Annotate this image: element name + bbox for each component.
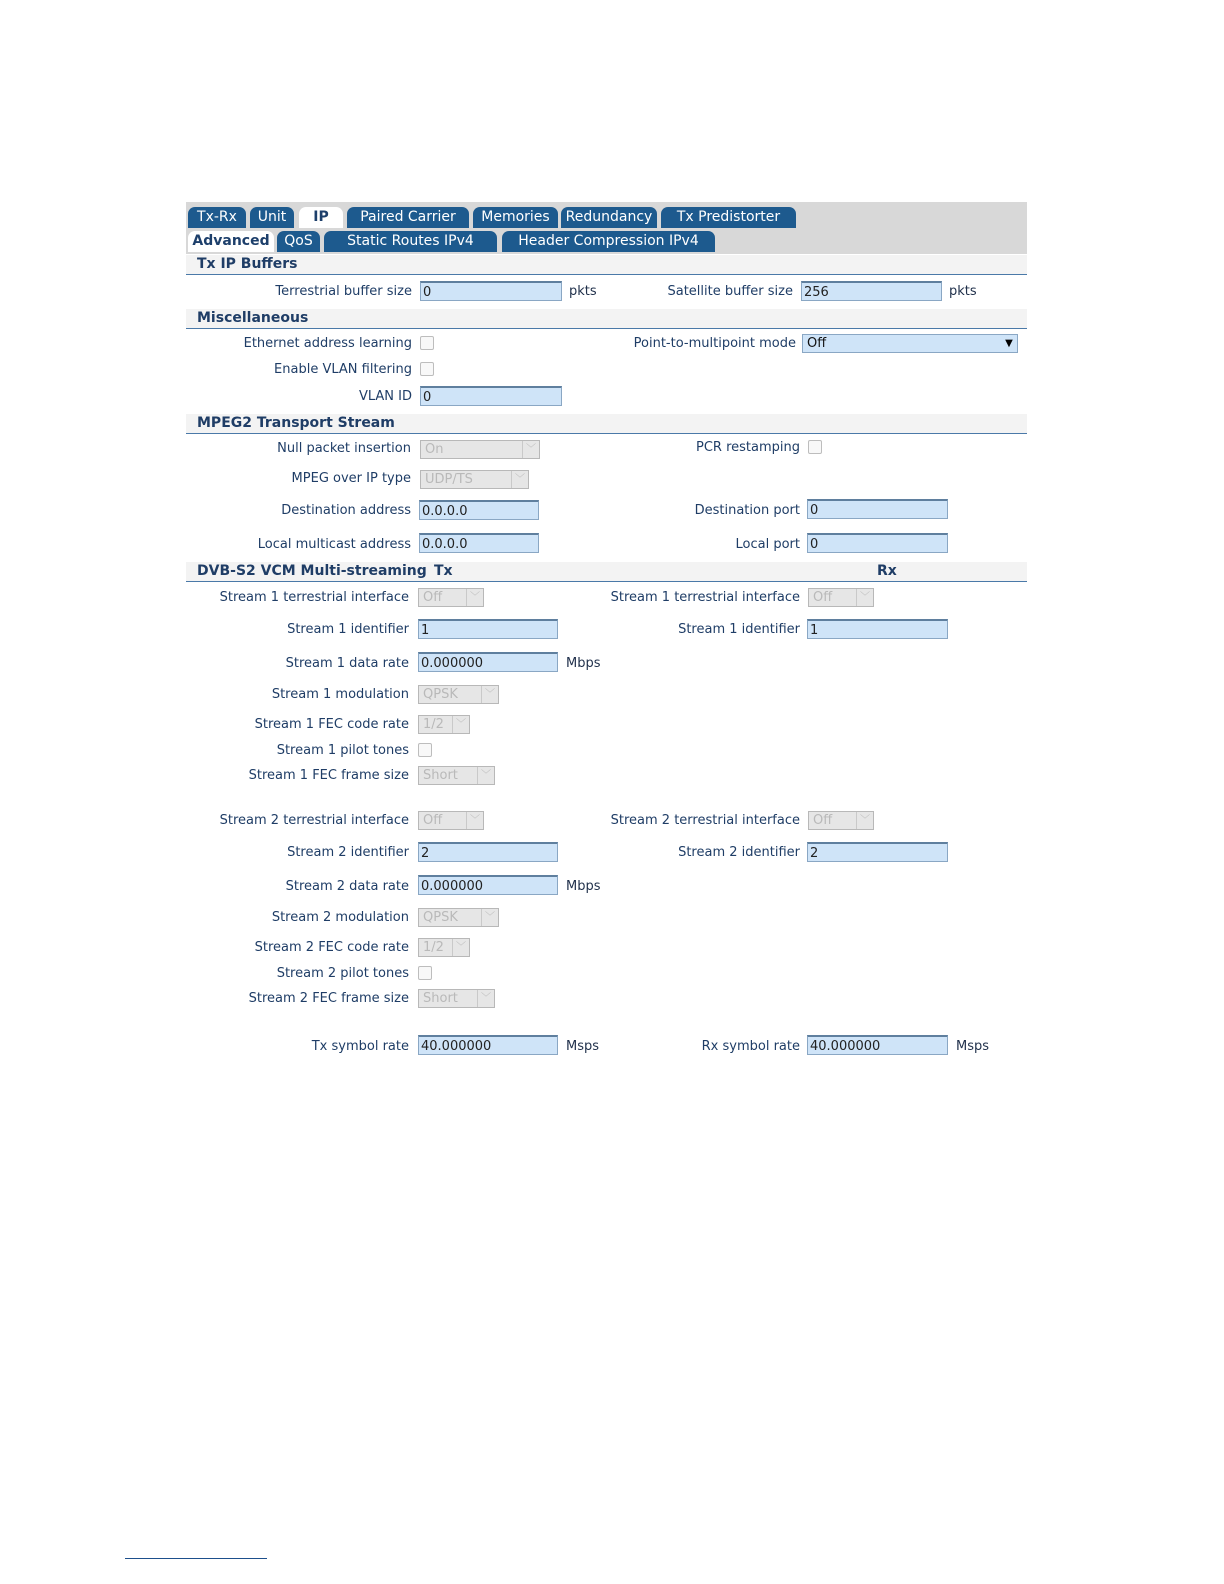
section-title: DVB-S2 VCM Multi-streaming — [197, 563, 427, 579]
rx-column-header: Rx — [877, 563, 897, 579]
mpeg-ip-type-label: MPEG over IP type — [291, 471, 411, 486]
vlan-filter-checkbox[interactable] — [420, 362, 434, 376]
s1-pilot-checkbox[interactable] — [418, 743, 432, 757]
vlan-id-input[interactable]: 0 — [420, 386, 562, 406]
p2mp-select[interactable] — [802, 334, 1018, 353]
chevron-down-icon: ﹀ — [522, 441, 539, 458]
footnote-divider — [125, 1558, 267, 1559]
tx-symbol-rate-label: Tx symbol rate — [311, 1039, 409, 1054]
local-port-label: Local port — [735, 537, 800, 552]
p2mp-label: Point-to-multipoint mode — [633, 336, 796, 351]
s2-fec-value: 1/2 — [423, 940, 444, 955]
s2-mod-select[interactable] — [418, 908, 499, 927]
s2-rx-term-select[interactable] — [808, 811, 874, 830]
mpeg-ip-type-select[interactable] — [420, 470, 529, 489]
s1-term-select[interactable] — [418, 588, 484, 607]
pcr-restamping-label: PCR restamping — [696, 440, 800, 455]
s1-rx-term-value: Off — [813, 590, 833, 605]
chevron-down-icon: ﹀ — [477, 990, 494, 1007]
p2mp-value: Off — [807, 336, 827, 351]
chevron-down-icon: ﹀ — [452, 939, 469, 956]
satellite-buffer-label: Satellite buffer size — [667, 284, 793, 299]
section-dvb-s2 — [186, 562, 1027, 582]
s2-rate-unit: Mbps — [566, 879, 601, 894]
s1-fec-label: Stream 1 FEC code rate — [254, 717, 409, 732]
tx-symbol-rate-input[interactable]: 40.000000 — [418, 1035, 558, 1055]
s1-rate-unit: Mbps — [566, 656, 601, 671]
satellite-buffer-input[interactable]: 256 — [801, 281, 942, 301]
subtab-header-compression[interactable]: Header Compression IPv4 — [502, 231, 715, 252]
s2-id-input[interactable]: 2 — [418, 842, 558, 862]
section-mpeg2 — [186, 414, 1027, 434]
s2-rx-id-label: Stream 2 identifier — [678, 845, 800, 860]
chevron-down-icon: ﹀ — [477, 767, 494, 784]
s2-mod-value: QPSK — [423, 910, 458, 925]
s1-id-label: Stream 1 identifier — [287, 622, 409, 637]
s2-rx-term-value: Off — [813, 813, 833, 828]
section-tx-ip-buffers — [186, 255, 1027, 275]
rx-symbol-rate-input[interactable]: 40.000000 — [807, 1035, 948, 1055]
chevron-down-icon: ﹀ — [856, 812, 873, 829]
dest-port-label: Destination port — [694, 503, 800, 518]
s1-fec-value: 1/2 — [423, 717, 444, 732]
s1-fec-select[interactable] — [418, 715, 470, 734]
s1-rx-id-input[interactable]: 1 — [807, 619, 948, 639]
vlan-id-label: VLAN ID — [358, 389, 412, 404]
chevron-down-icon: ﹀ — [511, 471, 528, 488]
s1-id-input[interactable]: 1 — [418, 619, 558, 639]
s2-rate-label: Stream 2 data rate — [285, 879, 409, 894]
caret-down-icon: ▼ — [1005, 338, 1013, 349]
subtab-advanced[interactable]: Advanced — [188, 231, 274, 252]
s1-rx-term-select[interactable] — [808, 588, 874, 607]
chevron-down-icon: ﹀ — [481, 686, 498, 703]
local-multicast-input[interactable]: 0.0.0.0 — [419, 533, 539, 553]
s1-term-value: Off — [423, 590, 443, 605]
tab-paired-carrier[interactable]: Paired Carrier — [347, 207, 469, 228]
tab-unit[interactable]: Unit — [250, 207, 294, 228]
chevron-down-icon: ﹀ — [466, 812, 483, 829]
s1-rate-label: Stream 1 data rate — [285, 656, 409, 671]
s1-term-label: Stream 1 terrestrial interface — [219, 590, 409, 605]
s2-rx-term-label: Stream 2 terrestrial interface — [610, 813, 800, 828]
null-packet-value: On — [425, 442, 444, 457]
local-port-input[interactable]: 0 — [807, 533, 948, 553]
tab-bar — [186, 202, 1027, 254]
s2-frame-value: Short — [423, 991, 458, 1006]
rx-symbol-rate-label: Rx symbol rate — [701, 1039, 800, 1054]
s2-frame-label: Stream 2 FEC frame size — [248, 991, 409, 1006]
mpeg-ip-type-value: UDP/TS — [425, 472, 473, 487]
s2-rx-id-input[interactable]: 2 — [807, 842, 948, 862]
section-miscellaneous — [186, 309, 1027, 329]
subtab-qos[interactable]: QoS — [277, 231, 320, 252]
s2-pilot-checkbox[interactable] — [418, 966, 432, 980]
s1-pilot-label: Stream 1 pilot tones — [276, 743, 409, 758]
tx-symbol-rate-unit: Msps — [566, 1039, 600, 1054]
chevron-down-icon: ﹀ — [481, 909, 498, 926]
null-packet-label: Null packet insertion — [277, 441, 411, 456]
s1-mod-select[interactable] — [418, 685, 499, 704]
satellite-buffer-unit: pkts — [949, 284, 977, 299]
s1-rate-input[interactable]: 0.000000 — [418, 652, 558, 672]
s2-term-label: Stream 2 terrestrial interface — [219, 813, 409, 828]
section-title: Tx IP Buffers — [197, 256, 298, 272]
section-title: MPEG2 Transport Stream — [197, 415, 395, 431]
section-title: Miscellaneous — [197, 310, 309, 326]
s2-pilot-label: Stream 2 pilot tones — [276, 966, 409, 981]
null-packet-select[interactable] — [420, 440, 540, 459]
s2-term-value: Off — [423, 813, 443, 828]
tab-redundancy[interactable]: Redundancy — [561, 207, 657, 228]
tab-ip[interactable]: IP — [299, 207, 343, 228]
dest-address-label: Destination address — [281, 503, 411, 518]
s1-rx-term-label: Stream 1 terrestrial interface — [610, 590, 800, 605]
s1-frame-value: Short — [423, 768, 458, 783]
dest-address-input[interactable]: 0.0.0.0 — [419, 500, 539, 520]
s2-term-select[interactable] — [418, 811, 484, 830]
vlan-filter-label: Enable VLAN filtering — [274, 362, 412, 377]
s2-id-label: Stream 2 identifier — [287, 845, 409, 860]
rx-symbol-rate-unit: Msps — [956, 1039, 990, 1054]
s1-mod-label: Stream 1 modulation — [271, 687, 409, 702]
terrestrial-buffer-label: Terrestrial buffer size — [275, 284, 412, 299]
subtab-static-routes[interactable]: Static Routes IPv4 — [324, 231, 497, 252]
tab-tx-rx[interactable]: Tx-Rx — [188, 207, 246, 228]
tab-tx-predistorter[interactable]: Tx Predistorter — [661, 207, 796, 228]
s2-rate-input[interactable]: 0.000000 — [418, 875, 558, 895]
s1-rx-id-label: Stream 1 identifier — [678, 622, 800, 637]
s1-frame-select[interactable] — [418, 766, 495, 785]
eth-learning-label: Ethernet address learning — [243, 336, 412, 351]
s2-mod-label: Stream 2 modulation — [271, 910, 409, 925]
dest-port-input[interactable]: 0 — [807, 499, 948, 519]
chevron-down-icon: ﹀ — [452, 716, 469, 733]
tx-column-header: Tx — [434, 563, 453, 579]
local-multicast-label: Local multicast address — [257, 537, 411, 552]
pcr-restamping-checkbox[interactable] — [808, 440, 822, 454]
terrestrial-buffer-input[interactable]: 0 — [420, 281, 562, 301]
chevron-down-icon: ﹀ — [466, 589, 483, 606]
s2-fec-select[interactable] — [418, 938, 470, 957]
s2-frame-select[interactable] — [418, 989, 495, 1008]
s2-fec-label: Stream 2 FEC code rate — [254, 940, 409, 955]
s1-mod-value: QPSK — [423, 687, 458, 702]
eth-learning-checkbox[interactable] — [420, 336, 434, 350]
terrestrial-buffer-unit: pkts — [569, 284, 597, 299]
chevron-down-icon: ﹀ — [856, 589, 873, 606]
s1-frame-label: Stream 1 FEC frame size — [248, 768, 409, 783]
tab-memories[interactable]: Memories — [473, 207, 558, 228]
